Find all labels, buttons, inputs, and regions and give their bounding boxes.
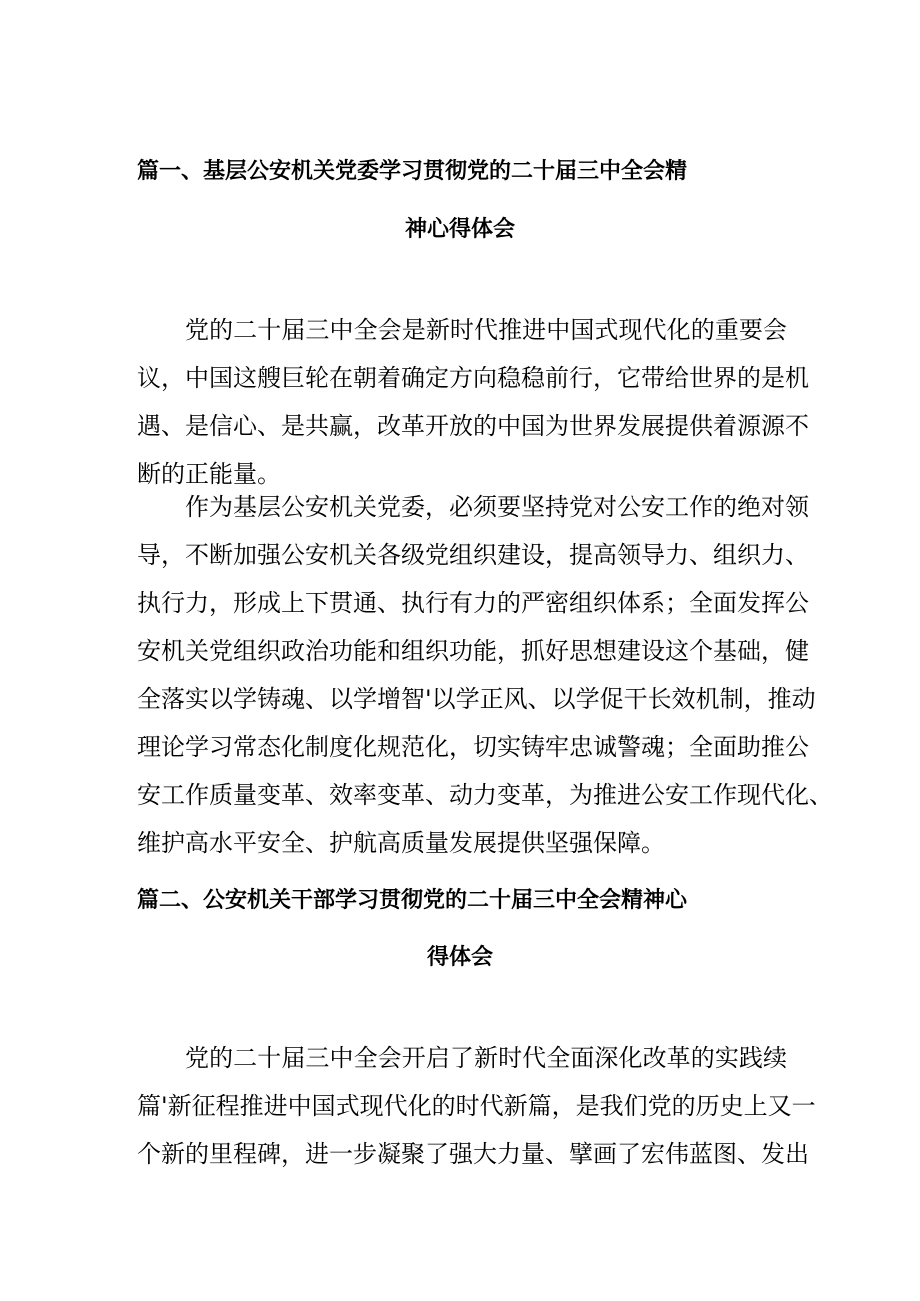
text-line: 作为基层公安机关党委，必须要坚持党对公安工作的绝对领 xyxy=(185,493,809,521)
text-line: 篇'新征程推进中国式现代化的时代新篇，是我们党的历史上又一 xyxy=(137,1092,816,1120)
section-2-paragraph-1 xyxy=(137,1034,816,1178)
text-line: 党的二十届三中全会是新时代推进中国式现代化的重要会 xyxy=(185,316,787,344)
text-line: 理论学习常态化制度化规范化，切实铸牢忠诚警魂；全面助推公 xyxy=(137,733,809,761)
text-line: 安机关党组织政治功能和组织功能，抓好思想建设这个基础，健 xyxy=(137,637,809,665)
section-1-paragraph-1 xyxy=(137,306,809,498)
text-line: 断的正能量。 xyxy=(137,460,281,488)
section-1-paragraph-2 xyxy=(137,483,833,867)
text-line: 维护高水平安全、护航高质量发展提供坚强保障。 xyxy=(137,829,665,857)
text-line: 议，中国这艘巨轮在朝着确定方向稳稳前行，它带给世界的是机 xyxy=(137,364,809,392)
text-line: 安工作质量变革、效率变革、动力变革，为推进公安工作现代化、 xyxy=(137,781,833,809)
text-line: 执行力，形成上下贯通、执行有力的严密组织体系；全面发挥公 xyxy=(137,589,809,617)
section-2-title-line-1: 篇二、公安机关干部学习贯彻党的二十届三中全会精神心 xyxy=(137,888,688,913)
text-line: 党的二十届三中全会开启了新时代全面深化改革的实践续 xyxy=(185,1044,787,1072)
section-1-title-line-2: 神心得体会 xyxy=(404,217,515,242)
text-line: 遇、是信心、是共赢，改革开放的中国为世界发展提供着源源不 xyxy=(137,412,809,440)
text-line: 导，不断加强公安机关各级党组织建设，提高领导力、组织力、 xyxy=(137,541,809,569)
text-line: 全落实以学铸魂、以学增智'以学正风、以学促干长效机制，推动 xyxy=(137,685,816,713)
text-line: 个新的里程碑，进一步凝聚了强大力量、擘画了宏伟蓝图、发出 xyxy=(137,1140,809,1168)
section-2-title-line-2: 得体会 xyxy=(426,945,493,970)
section-1-title-line-1: 篇一、基层公安机关党委学习贯彻党的二十届三中全会精 xyxy=(137,159,688,184)
